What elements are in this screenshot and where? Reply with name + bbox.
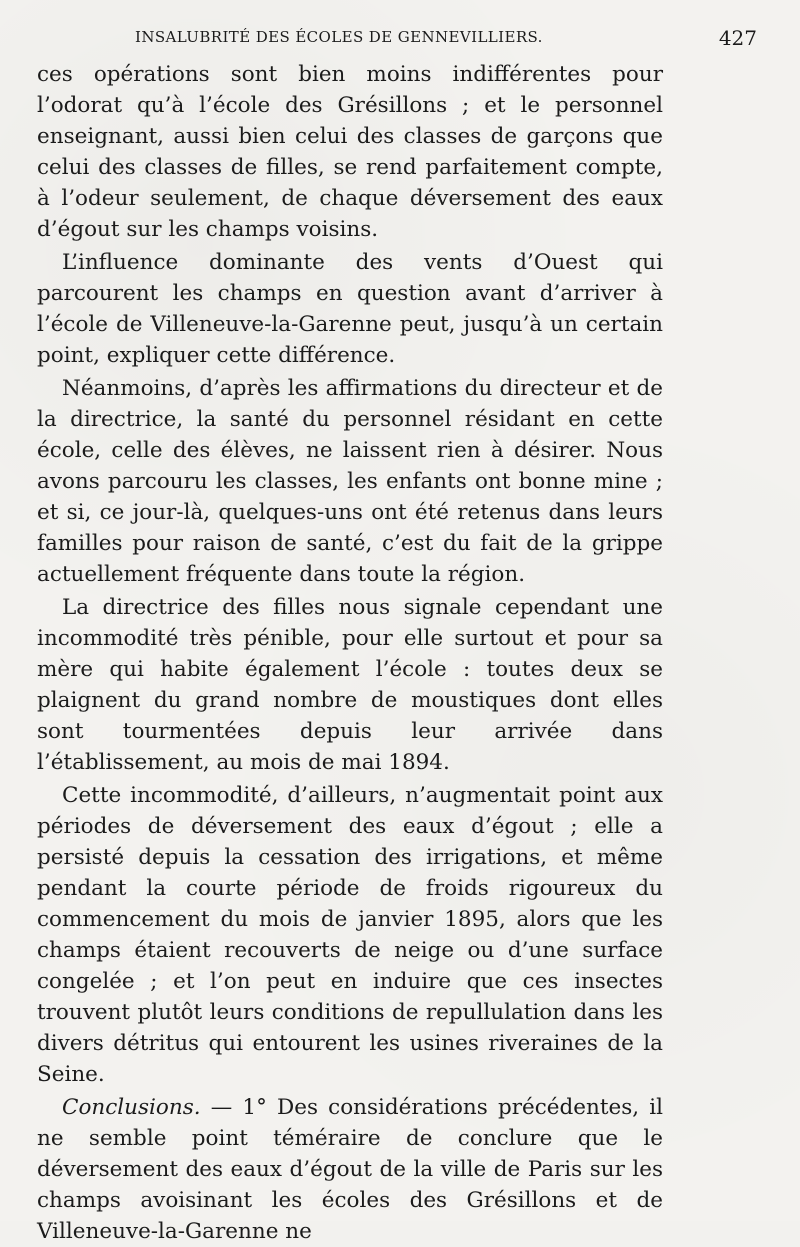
paragraph-text: Cette incommodité, d’ailleurs, n’augmentait point aux périodes de déversement des eaux d’égout ; elle a persisté depuis la cessation des irrigations, et même pendant la courte période de froids rigoureux du commencement du mois de janvier 1895, alors que les champs étaient recouverts de neige ou d’une surface congelée ; et l’on peut en induire que ces insectes trouvent plutôt leurs conditions de repullulation dans les divers détritus qui entourent les usines riveraines de la Seine. — [37, 783, 663, 1087]
conclusions-label: Conclusions. — [62, 1095, 201, 1120]
paragraph — [37, 59, 663, 245]
paragraph-text: — 1° Des considérations précédentes, il ne semble point téméraire de conclure que le déversement des eaux d’égout de la ville de Paris sur les champs avoisinant les écoles des Grésillons et de Villeneuve-la-Garenne ne — [37, 1095, 663, 1244]
paragraph-text: L’influence dominante des vents d’Ouest qui parcourent les champs en question avant d’arriver à l’école de Villeneuve-la-Garenne peut, jusqu’à un certain point, expliquer cette différence. — [37, 250, 663, 368]
page-number: 427 — [718, 26, 757, 50]
page-header — [37, 26, 757, 58]
paragraph — [37, 780, 663, 1090]
paragraph-text: Néanmoins, d’après les affirmations du directeur et de la directrice, la santé du personnel résidant en cette école, celle des élèves, ne laissent rien à désirer. Nous avons parcouru les classes, les enfants ont bonne mine ; et si, ce jour-là, quelques-uns ont été retenus dans leurs familles pour raison de santé, c’est du fait de la grippe actuellement fréquente dans toute la région. — [37, 376, 663, 587]
main-text — [37, 59, 663, 1247]
paragraph-text: La directrice des filles nous signale cependant une incommodité très pénible, pour elle surtout et pour sa mère qui habite également l’école : toutes deux se plaignent du grand nombre de moustiques dont elles sont tourmentées depuis leur arrivée dans l’établissement, au mois de mai 1894. — [37, 595, 663, 775]
running-title: INSALUBRITÉ DES ÉCOLES DE GENNEVILLIERS. — [135, 28, 543, 46]
conclusion-paragraph — [37, 1092, 663, 1247]
paragraph — [37, 592, 663, 778]
paragraph-text: ces opérations sont bien moins indifférentes pour l’odorat qu’à l’école des Grésillons ; et le personnel enseignant, aussi bien celui des classes de garçons que celui des classes de filles, se rend parfaitement compte, à l’odeur seulement, de chaque déversement des eaux d’égout sur les champs voisins. — [37, 62, 663, 242]
paragraph — [37, 247, 663, 371]
paragraph — [37, 373, 663, 590]
